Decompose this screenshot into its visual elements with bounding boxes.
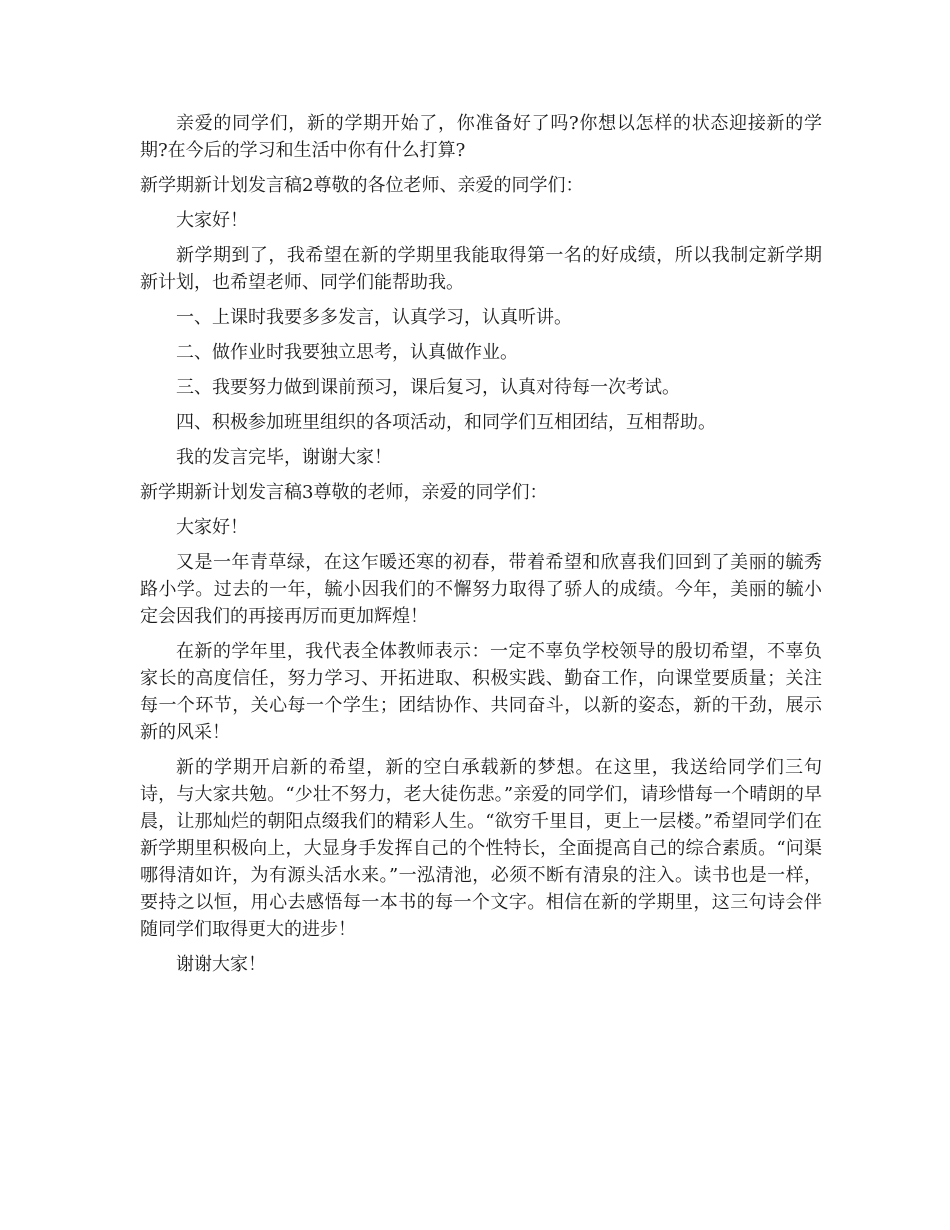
list-item: 三、我要努力做到课前预习，课后复习，认真对待每一次考试。	[176, 377, 680, 398]
paragraph: 在新的学年里，我代表全体教师表示：一定不辜负学校领导的殷切希望，不辜负家长的高度信任，努力学习、开拓进取、积极实践、勤奋工作，向课堂要质量；关注每一个环节，关心每一个学生；团结协作、共同奋斗，以新的姿态，新的干劲，展示新的风采！	[140, 641, 822, 743]
closing-line: 谢谢大家！	[176, 954, 266, 975]
paragraph: 新的学期开启新的希望，新的空白承载新的梦想。在这里，我送给同学们三句诗，与大家共勉。“少壮不努力，老大徒伤悲。”亲爱的同学们，请珍惜每一个晴朗的早晨，让那灿烂的朝阳点缀我们的精彩人生。“欲穷千里目，更上一层楼。”希望同学们在新学期里积极向上，大显身手发挥自己的个性特长，全面提高自己的综合素质。“问渠哪得清如许，为有源头活水来。”一泓清池，必须不断有清泉的注入。读书也是一样，要持之以恒，用心去感悟每一本书的每一个文字。相信在新的学期里，这三句诗会伴随同学们取得更大的进步！	[140, 757, 822, 940]
paragraph: 亲爱的同学们，新的学期开始了，你准备好了吗?你想以怎样的状态迎接新的学期?在今后的学习和生活中你有什么打算?	[140, 113, 822, 161]
closing-line: 我的发言完毕，谢谢大家！	[176, 447, 392, 468]
section-heading: 新学期新计划发言稿3尊敬的老师，亲爱的同学们：	[140, 482, 548, 503]
document-body	[140, 110, 822, 986]
paragraph: 新学期到了，我希望在新的学期里我能取得第一名的好成绩，所以我制定新学期新计划，也希望老师、同学们能帮助我。	[140, 245, 822, 293]
paragraph: 又是一年青草绿，在这乍暖还寒的初春，带着希望和欣喜我们回到了美丽的毓秀路小学。过去的一年，毓小因我们的不懈努力取得了骄人的成绩。今年，美丽的毓小定会因我们的再接再厉而更加辉煌！	[140, 552, 822, 627]
list-item: 一、上课时我要多多发言，认真学习，认真听讲。	[176, 307, 572, 328]
greeting: 大家好！	[176, 210, 248, 231]
section-heading: 新学期新计划发言稿2尊敬的各位老师、亲爱的同学们：	[140, 175, 584, 196]
list-item: 二、做作业时我要独立思考，认真做作业。	[176, 342, 518, 363]
greeting: 大家好！	[176, 517, 248, 538]
list-item: 四、积极参加班里组织的各项活动，和同学们互相团结，互相帮助。	[176, 412, 716, 433]
